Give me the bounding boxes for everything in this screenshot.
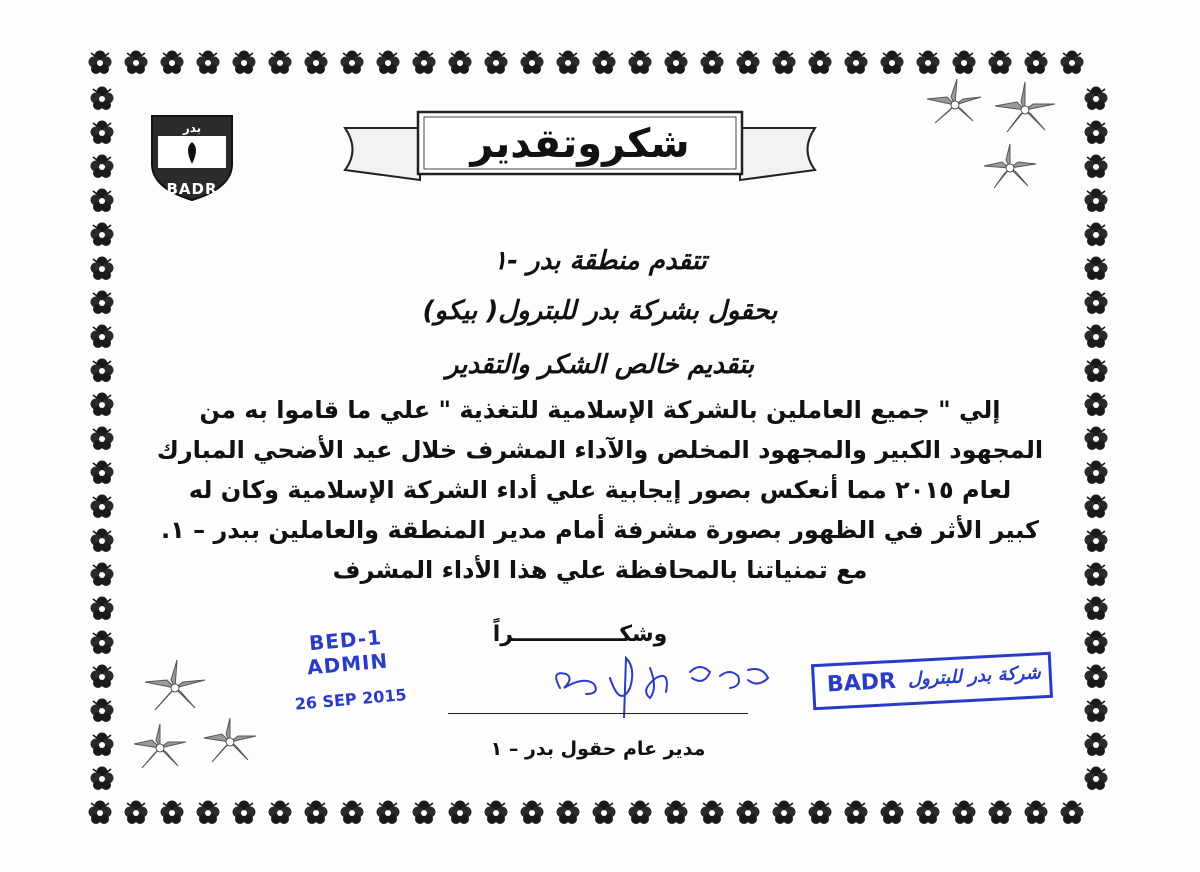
badr-stamp-arabic: شركة بدر للبترول xyxy=(907,662,1042,691)
handwritten-signature xyxy=(520,648,780,718)
certificate-title: شكروتقدير xyxy=(470,121,690,167)
signature-line xyxy=(448,713,748,714)
badr-logo xyxy=(146,112,238,202)
body-line-3: لعام ٢٠١٥ مما أنعكس بصور إيجابية علي أداء الشركة الإسلامية وكان له xyxy=(188,476,1012,504)
body-line-5: مع تمنياتنا بالمحافظة علي هذا الأداء المشرف xyxy=(332,556,868,584)
closing-thanks: وشكــــــــــــــراً xyxy=(492,622,668,647)
body-line-2: المجهود الكبير والمجهود المخلص والآداء المشرف خلال عيد الأضحي المبارك xyxy=(156,436,1044,464)
body-line-1: إلي " جميع العاملين بالشركة الإسلامية للتغذية " علي ما قاموا به من xyxy=(199,396,1001,424)
logo-arabic-text: بدر xyxy=(182,121,202,135)
heading-line-3: بتقديم خالص الشكر والتقدير xyxy=(445,350,755,380)
admin-stamp-text: BED-1 ADMIN xyxy=(306,624,390,680)
admin-stamp-date: 26 SEP 2015 xyxy=(294,685,408,714)
heading-line-2: بحقول بشركة بدر للبترول( بيكو) xyxy=(422,296,778,326)
admin-stamp xyxy=(265,621,431,716)
body-line-4: كبير الأثر في الظهور بصورة مشرفة أمام مدير المنطقة والعاملين ببدر – ١. xyxy=(161,516,1039,544)
signer-title: مدير عام حقول بدر – ١ xyxy=(490,738,706,760)
heading-line-1: تتقدم منطقة بدر -١ xyxy=(493,246,707,276)
badr-stamp-english: BADR xyxy=(826,668,897,698)
logo-english-text: BADR xyxy=(166,180,218,198)
